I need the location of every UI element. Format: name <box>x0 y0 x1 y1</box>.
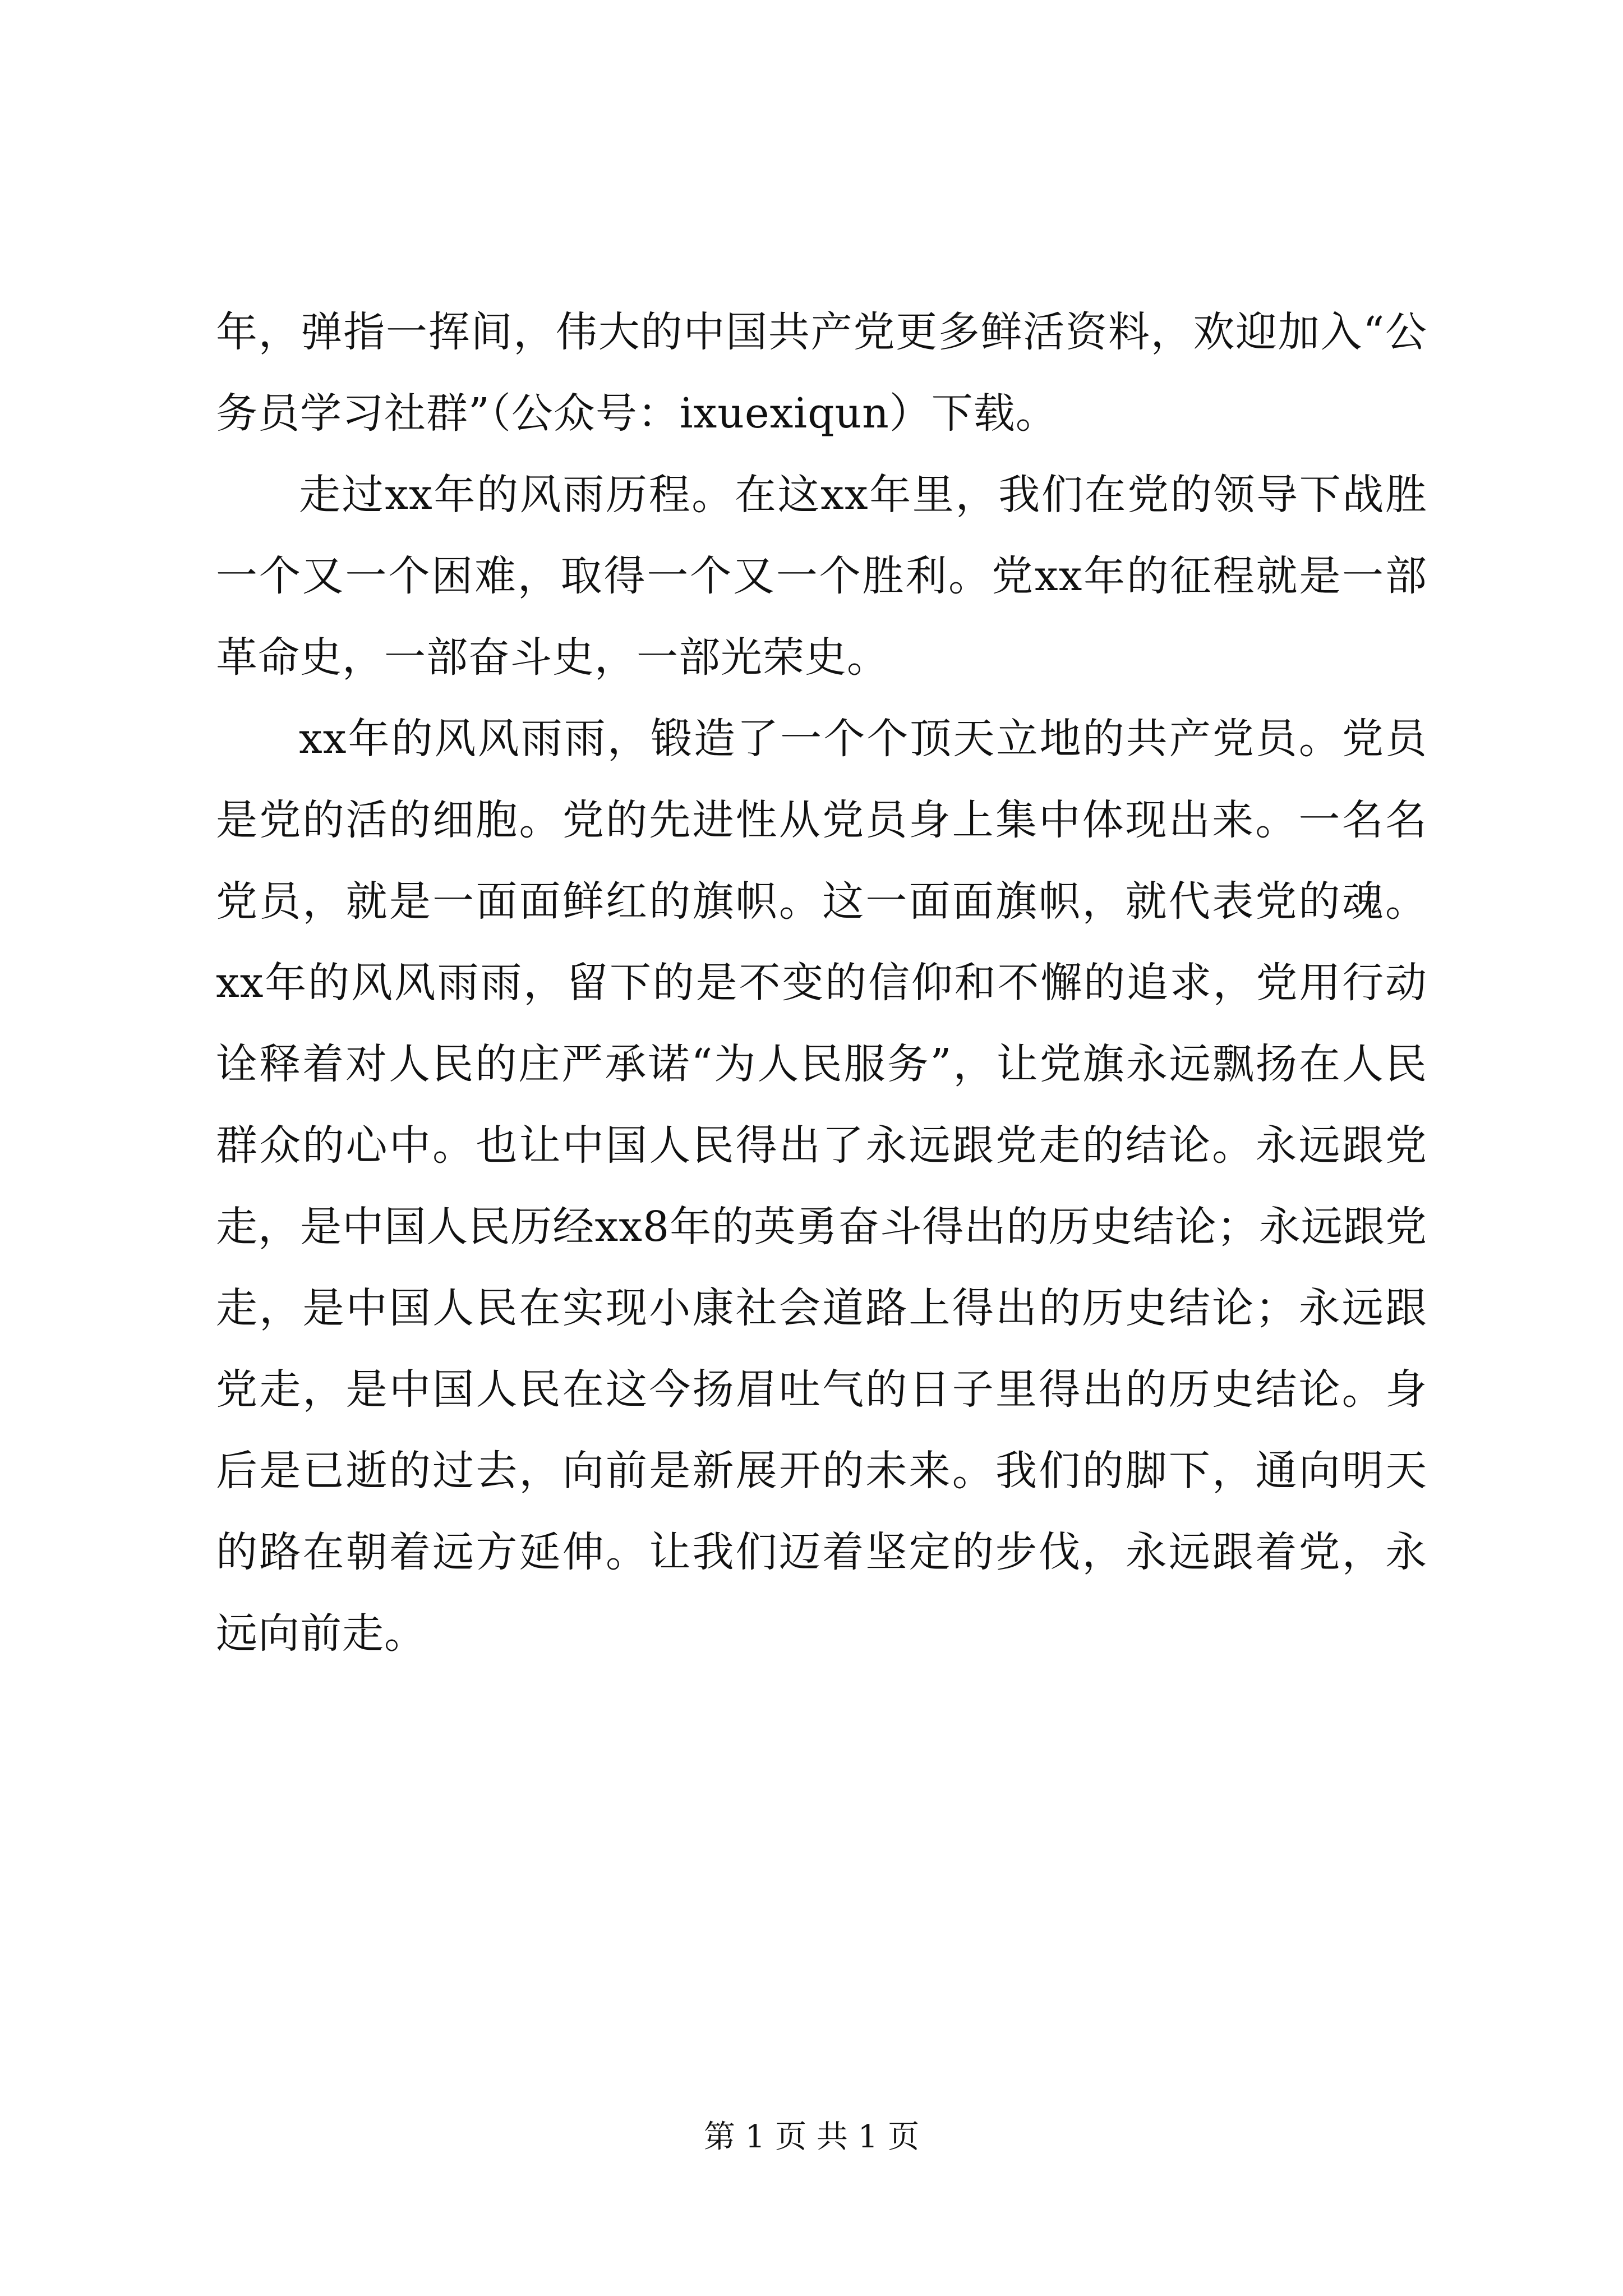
page-footer: 第 1 页 共 1 页 <box>703 2119 920 2155</box>
paragraph-3: xx年的风风雨雨，锻造了一个个顶天立地的共产党员。党员是党的活的细胞。党的先进性从党员身上集中体现出来。一名名党员，就是一面面鲜红的旗帜。这一面面旗帜，就代表党的魂。xx年的风风雨雨，留下的是不变的信仰和不懈的追求，党用行动诠释着对人民的庄严承诺“为人民服务”，让党旗永远飘扬在人民群众的心中。也让中国人民得出了永远跟党走的结论。永远跟党走，是中国人民历经xx8年的英勇奋斗得出的历史结论；永远跟党走，是中国人民在实现小康社会道路上得出的历史结论；永远跟党走，是中国人民在这今扬眉吐气的日子里得出的历史结论。身后是已逝的过去，向前是新展开的未来。我们的脚下，通向明天的路在朝着远方延伸。让我们迈着坚定的步伐，永远跟着党，永远向前走。 <box>216 715 1427 1658</box>
document-body <box>216 292 1427 1674</box>
paragraph-2: 走过xx年的风雨历程。在这xx年里，我们在党的领导下战胜一个又一个困难，取得一个又一个胜利。党xx年的征程就是一部革命史，一部奋斗史，一部光荣史。 <box>216 471 1427 682</box>
paragraph-1: 年，弹指一挥间，伟大的中国共产党更多鲜活资料，欢迎加入“公务员学习社群”（公众号：ixuexiqun）下载。 <box>216 308 1427 438</box>
